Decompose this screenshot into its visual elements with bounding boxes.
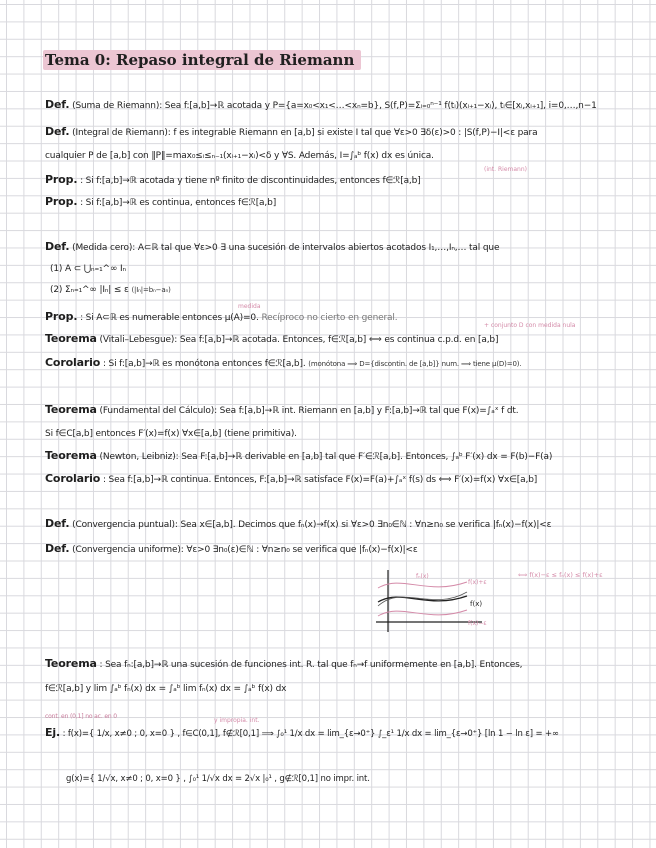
graph-upper-label: f(x)+ε [468, 579, 487, 586]
ejemplo-1: Ej. : f(x)={ 1/x, x≠0 ; 0, x=0 } , f∈C(0,1], f∉ℛ[0,1] ⟹ ∫₀¹ 1/x dx = lim_{ε→0⁺} ∫_ε¹ 1/x dx = lim_{ε→0⁺} [ln 1 − ln ε] = +∞ [45, 727, 559, 739]
corolario-monotona: Corolario : Si f:[a,b]→ℝ es monótona entonces f∈ℛ[a,b]. (monótona ⟹ D={discontin. de [a,b]} num. ⟹ tiene μ(D)=0). [45, 357, 522, 369]
def-medida-cero-2: (2) Σₙ₌₁^∞ |Iₙ| ≤ ε (|Iₙ|=bₙ−aₙ) [50, 285, 171, 295]
def-integral-riemann: Def. (Integral de Riemann): f es integrable Riemann en [a,b] si existe I tal que ∀ε>0 ∃δ(ε)>0 : |S(f,P)−I|<ε para [45, 126, 538, 138]
note-riemann: (int. Riemann) [484, 166, 527, 173]
ej1-note: y impropia. int. [214, 717, 260, 724]
page-title: Tema 0: Repaso integral de Riemann [45, 51, 355, 69]
note-medida: medida [238, 303, 261, 310]
def-medida-cero: Def. (Medida cero): A⊂ℝ tal que ∀ε>0 ∃ una sucesión de intervalos abiertos acotados I₁,…,Iₙ,… tal que [45, 241, 500, 253]
def-convergencia-uniforme: Def. (Convergencia uniforme): ∀ε>0 ∃n₀(ε)∈ℕ : ∀n≥n₀ se verifica que |fₙ(x)−f(x)|<ε [45, 543, 418, 555]
graph-upper-curve [378, 582, 467, 588]
teorema-fundamental-calculo: Teorema (Fundamental del Cálculo): Sea f:[a,b]→ℝ int. Riemann en [a,b] y F:[a,b]→ℝ tal que F(x)=∫ₐˣ f dt. [45, 404, 519, 416]
convergence-graph [372, 566, 512, 636]
def-integral-riemann-cont: cualquier P de [a,b] con ‖P‖=max₀≤ᵢ≤ₙ₋₁(xᵢ₊₁−xᵢ)<δ y ∀S. Además, I=∫ₐᵇ f(x) dx es única. [45, 151, 434, 161]
note-cota-uniforme: ⟺ f(x)−ε ≤ fₙ(x) ≤ f(x)+ε [518, 571, 603, 579]
note-vitali: + conjunto D con medida nula [484, 322, 576, 329]
graph-lower-label: f(x)−ε [468, 620, 487, 627]
def-suma-riemann: Def. (Suma de Riemann): Sea f:[a,b]→ℝ acotada y P={a=x₀<x₁<…<xₙ=b}, S(f,P)=Σᵢ₌₀ⁿ⁻¹ f(tᵢ)(xᵢ₊₁−xᵢ), tᵢ∈[xᵢ,xᵢ₊₁], i=0,…,n−1 [45, 99, 597, 111]
teorema-newton-leibniz: Teorema (Newton, Leibniz): Sea F:[a,b]→ℝ derivable en [a,b] tal que F′∈ℛ[a,b]. Entonces, ∫ₐᵇ F′(x) dx = F(b)−F(a) [45, 450, 553, 462]
teorema-convergencia-uniforme: Teorema : Sea fₙ:[a,b]→ℝ una sucesión de funciones int. R. tal que fₙ→f uniformemente en [a,b]. Entonces, [45, 658, 523, 670]
graph-fn-label: fₙ(x) [416, 573, 429, 580]
title-highlight [43, 50, 361, 70]
def-convergencia-puntual: Def. (Convergencia puntual): Sea x∈[a,b]. Decimos que fₙ(x)→f(x) si ∀ε>0 ∃n₀∈ℕ : ∀n≥n₀ se verifica |fₙ(x)−f(x)|<ε [45, 518, 552, 530]
graph-lower-curve [378, 610, 467, 616]
prop-numerable: Prop. : Si A⊂ℝ es numerable entonces μ(A)=0. Recíproco no cierto en general. [45, 311, 398, 323]
corolario-continua: Corolario : Sea f:[a,b]→ℝ continua. Entonces, F:[a,b]→ℝ satisface F(x)=F(a)+∫ₐˣ f(s) ds ⟺ F′(x)=f(x) ∀x∈[a,b] [45, 473, 538, 485]
def-medida-cero-1: (1) A ⊂ ⋃ₙ₌₁^∞ Iₙ [50, 264, 126, 274]
teorema-vitali-lebesgue: Teorema (Vitali–Lebesgue): Sea f:[a,b]→ℝ acotada. Entonces, f∈ℛ[a,b] ⟺ es continua c.p.d. en [a,b] [45, 333, 499, 345]
graph-f-label: f(x) [470, 600, 483, 608]
teorema-fundamental-cont: Si f∈C[a,b] entonces F′(x)=f(x) ∀x∈[a,b] (tiene primitiva). [45, 429, 297, 439]
teorema-convergencia-uniforme-cont: f∈ℛ[a,b] y lim ∫ₐᵇ fₙ(x) dx = ∫ₐᵇ lim fₙ(x) dx = ∫ₐᵇ f(x) dx [45, 684, 287, 694]
ej-note: cont. en (0,1] no ac. en 0 [45, 713, 117, 720]
prop-continua: Prop. : Si f:[a,b]→ℝ es continua, entonces f∈ℛ[a,b] [45, 196, 277, 208]
ejemplo-2: g(x)={ 1/√x, x≠0 ; 0, x=0 } , ∫₀¹ 1/√x dx = 2√x |₀¹ , g∉ℛ[0,1] no impr. int. [66, 774, 370, 784]
prop-discontinuidades: Prop. : Si f:[a,b]→ℝ acotada y tiene nº finito de discontinuidades, entonces f∈ℛ[a,b] [45, 174, 421, 186]
